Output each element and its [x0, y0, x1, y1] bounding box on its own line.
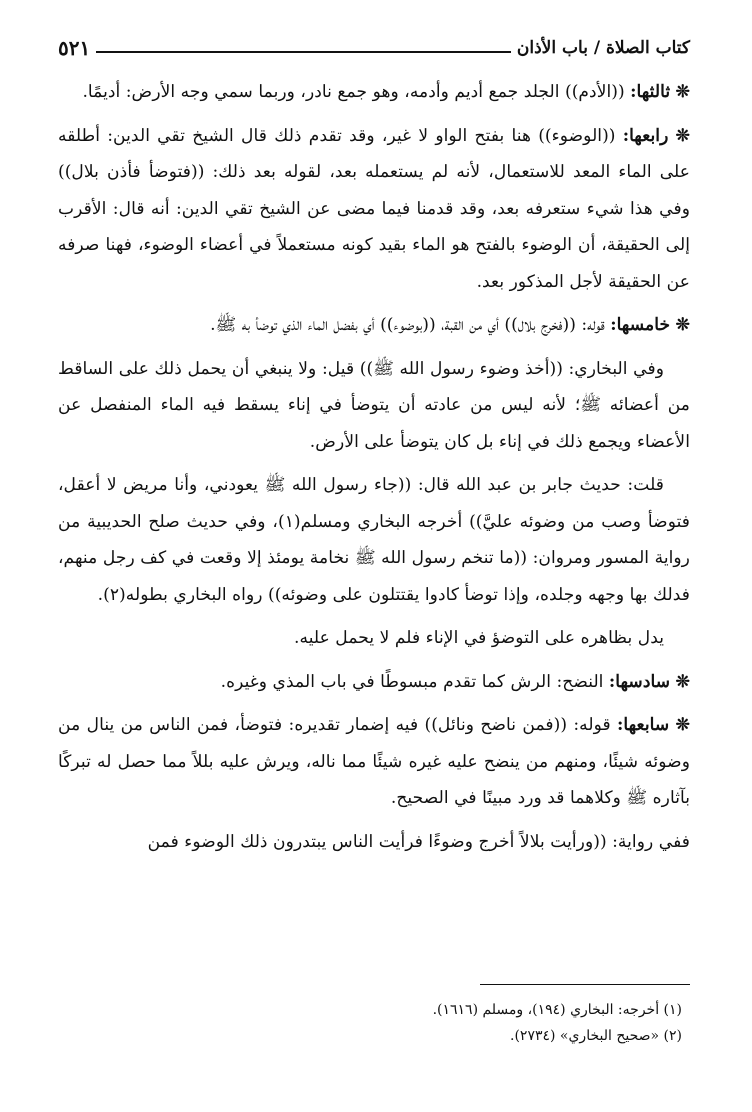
paragraph-text: النضح: الرش كما تقدم مبسوطًا في باب المذي وغيره.: [220, 671, 609, 692]
paragraph: [58, 351, 690, 461]
page-header: [58, 36, 690, 60]
paragraph: [58, 707, 690, 817]
main-text: [58, 74, 690, 867]
paragraph: [58, 467, 690, 613]
paragraph: [58, 664, 690, 701]
asterisk-icon: ❊: [675, 82, 690, 102]
paragraph-text: قوله: ((فمن ناضح ونائل)) فيه إضمار تقديره: فتوضأ، فمن الناس من ينال من وضوئه شيئًا، ومنهم من ينضح عليه غيره شيئًا مما ناله، ويرش عليه بللاً مما حصل له تبركًا بآثاره ﷺ وكلاهما قد ورد مبينًا في الصحيح.: [58, 715, 690, 808]
paragraph: [58, 307, 690, 344]
paragraph-label: سادسها:: [608, 671, 671, 692]
paragraph-label: رابعها:: [622, 125, 669, 146]
footnote: (١) أخرجه: البخاري (١٩٤)، ومسلم (١٦١٦).: [432, 1002, 682, 1018]
paragraph-text: وفي البخاري: ((أخذ وضوء رسول الله ﷺ)) قيل: ولا ينبغي أن يحمل ذلك على الساقط من أعضائه ﷺ؛ لأنه ليس من عادته أن يتوضأ في إناء يسقط فيه الماء المنفصل عن الأعضاء ويجمع ذلك في إناء بل كان يتوضأ على الأرض.: [58, 358, 690, 452]
paragraph-text: ((الوضوء)) هنا بفتح الواو لا غير، وقد تقدم ذلك قال الشيخ تقي الدين: أطلقه على الماء المعد للاستعمال، لأنه لم يستعمله بعد، لقوله بعد ذلك: ((فتوضأ فأذن بلال)) وفي هذا شيء ستعرفه بعد، وقد قدمنا فيما مضى عن الشيخ تقي الدين: أنه قال: الأقرب إلى الحقيقة، أن الوضوء بالفتح هو الماء بقيد كونه مستعملاً في أعضاء الوضوء، فهنا صرفه عن الحقيقة لأجل المذكور بعد.: [58, 125, 690, 292]
page-number: ٥٢١: [58, 36, 91, 60]
paragraph: [58, 620, 690, 657]
asterisk-icon: ❊: [675, 671, 690, 692]
paragraph: [58, 118, 690, 301]
footnote: (٢) «صحيح البخاري» (٢٧٣٤).: [510, 1028, 682, 1044]
paragraph: [58, 74, 690, 111]
paragraph-text: ((الأدم)) الجلد جمع أديم وأدمه، وهو جمع نادر، وربما سمي وجه الأرض: أديمًا.: [82, 82, 631, 102]
paragraph-text: قوله: ((فخرج بلال)) أي من القبة، ((بوضوء)) أي بفضل الماء الذي توضأ به ﷺ.: [210, 315, 611, 335]
asterisk-icon: ❊: [675, 125, 690, 146]
paragraph-label: خامسها:: [610, 315, 671, 335]
footnote-rule: [480, 984, 690, 985]
paragraph-text: قلت: حديث جابر بن عبد الله قال: ((جاء رسول الله ﷺ يعودني، وأنا مريض لا أعقل، فتوضأ وصب من وضوئه عليَّ)) أخرجه البخاري ومسلم(١)، وفي حديث صلح الحديبية من رواية المسور ومروان: ((ما تنخم رسول الله ﷺ نخامة يومئذ إلا وقعت في كف رجل منهم، فدلك بها وجهه وجلده، وإذا توضأ كادوا يقتتلون على وضوئه)) رواه البخاري بطوله(٢).: [58, 475, 690, 605]
chapter-title: كتاب الصلاة / باب الأذان: [516, 38, 690, 58]
paragraph-label: ثالثها:: [630, 82, 671, 102]
paragraph-text: ففي رواية: ((ورأيت بلالاً أخرج وضوءًا فرأيت الناس يبتدرون ذلك الوضوء فمن: [147, 831, 690, 852]
asterisk-icon: ❊: [675, 715, 690, 735]
footnotes: [58, 997, 682, 1049]
paragraph-text: يدل بظاهره على التوضؤ في الإناء فلم لا يحمل عليه.: [294, 628, 664, 648]
paragraph: [58, 824, 690, 861]
header-rule: [96, 51, 511, 53]
asterisk-icon: ❊: [675, 315, 690, 335]
paragraph-label: سابعها:: [617, 715, 670, 735]
